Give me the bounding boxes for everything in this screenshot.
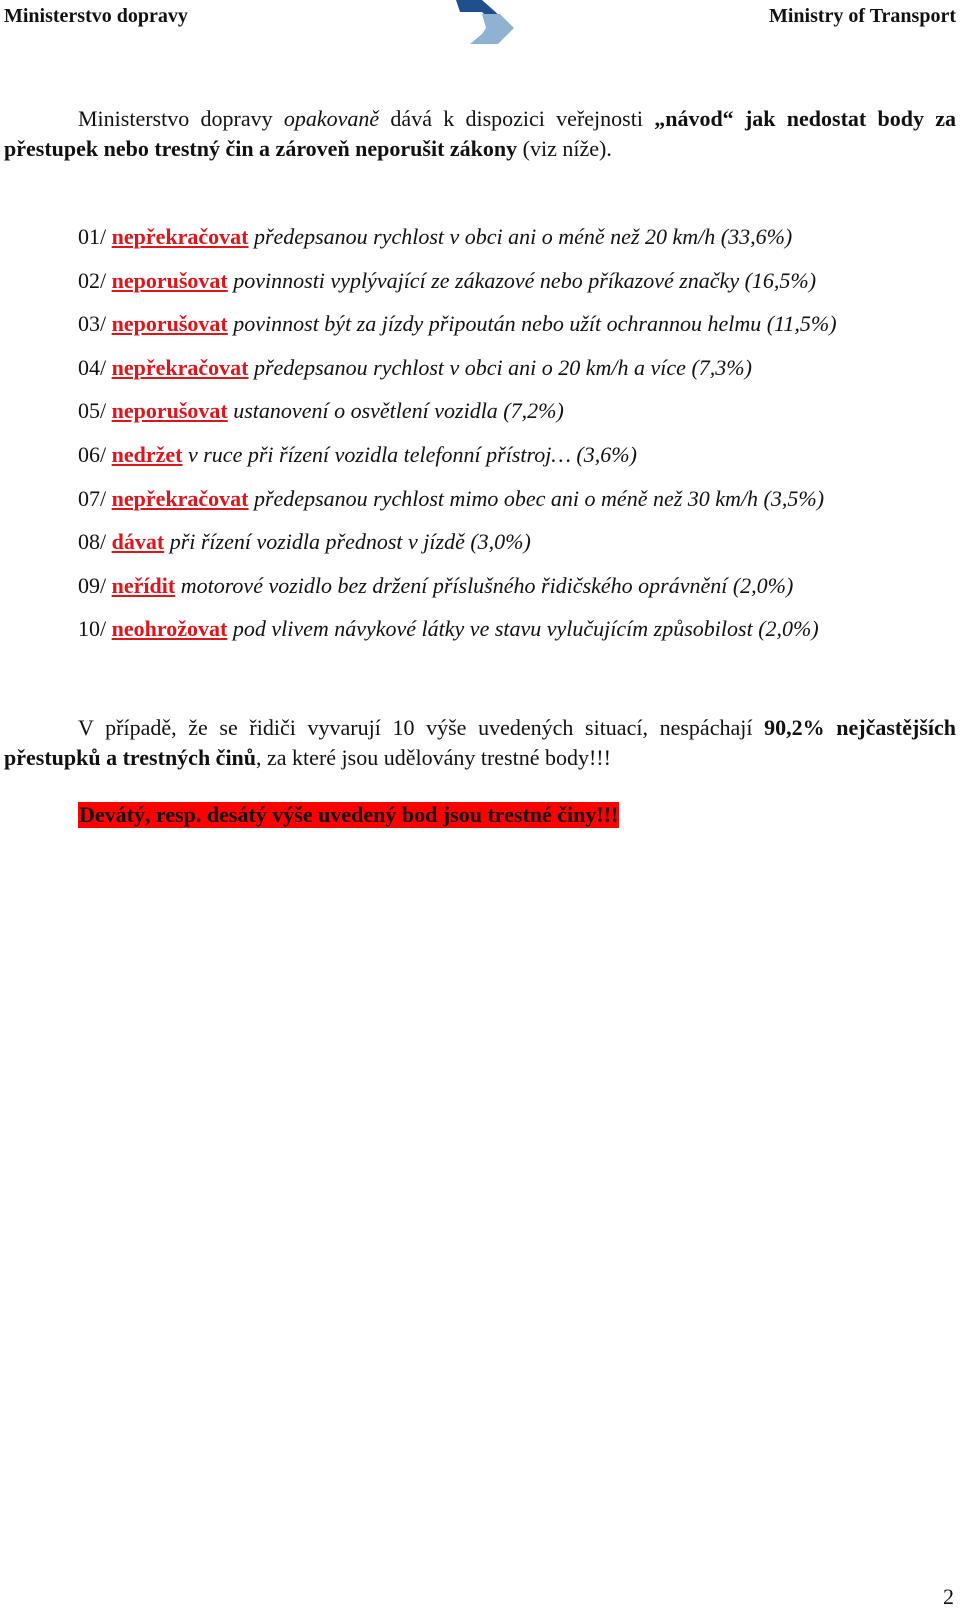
item-description: předepsanou rychlost mimo obec ani o méně než 30 km/h (3,5%) (248, 485, 825, 511)
item-verb: neporušovat (111, 311, 228, 337)
item-description: předepsanou rychlost v obci ani o méně než 20 km/h (33,6%) (248, 224, 793, 249)
page-header (0, 0, 960, 46)
summary-text-1: V případě, že se řidiči vyvarují 10 výše uvedených situací, nespáchají (78, 715, 765, 740)
item-description: povinnosti vyplývající ze zákazové nebo příkazové značky (16,5%) (227, 267, 817, 293)
item-description: při řízení vozidla přednost v jízdě (3,0%) (164, 529, 531, 555)
list-item (78, 484, 948, 528)
intro-text-2: dává k dispozici veřejnosti (379, 106, 655, 131)
item-verb: neporušovat (111, 267, 228, 293)
item-verb: neohrožovat (111, 616, 228, 642)
list-item (78, 266, 948, 310)
criminal-offense-warning: Devátý, resp. desátý výše uvedený bod jsou trestné činy!!! (79, 802, 619, 827)
item-verb: neporušovat (111, 398, 228, 424)
header-right-title: Ministry of Transport (768, 5, 956, 27)
item-verb: nedržet (111, 441, 183, 467)
item-description: předepsanou rychlost v obci ani o 20 km/h a více (7,3%) (248, 354, 752, 380)
intro-text-3: (viz níže). (517, 136, 612, 161)
item-description: pod vlivem návykové látky ve stavu vylučujícím způsobilost (2,0%) (227, 616, 819, 642)
header-left-title: Ministerstvo dopravy (4, 5, 188, 27)
item-number: 01/ (78, 224, 112, 249)
item-number: 06/ (78, 441, 112, 467)
list-item (78, 222, 948, 266)
summary-paragraph (4, 713, 956, 773)
item-description: motorové vozidlo bez držení příslušného řidičského oprávnění (2,0%) (175, 572, 794, 598)
summary-text-2: , za které jsou udělovány trestné body!!! (256, 745, 611, 770)
item-verb: nepřekračovat (111, 354, 249, 380)
item-verb: nepřekračovat (111, 224, 249, 249)
list-item (78, 396, 948, 440)
list-item (78, 571, 948, 615)
item-verb: dávat (111, 529, 165, 555)
offense-list (78, 222, 948, 658)
summary-text-bold: 90,2% nejčastějších přestupků a trestných činů (4, 715, 957, 770)
list-item (78, 614, 948, 658)
item-verb: neřídit (111, 572, 176, 598)
intro-text-bold: „návod“ jak nedostat body za přestupek nebo trestný čin a zároveň neporušit zákony (4, 106, 956, 161)
item-description: povinnost být za jízdy připoután nebo užít ochrannou helmu (11,5%) (227, 311, 837, 337)
item-number: 09/ (78, 572, 112, 598)
item-number: 07/ (78, 485, 112, 511)
item-description: v ruce při řízení vozidla telefonní přístroj… (3,6%) (182, 441, 637, 467)
item-description: ustanovení o osvětlení vozidla (7,2%) (227, 398, 564, 424)
item-number: 03/ (78, 311, 112, 337)
item-number: 05/ (78, 398, 112, 424)
page-number: 2 (943, 1584, 954, 1609)
list-item (78, 527, 948, 571)
item-number: 02/ (78, 267, 112, 293)
list-item (78, 440, 948, 484)
intro-paragraph (4, 104, 956, 164)
item-number: 08/ (78, 529, 112, 555)
ministry-chevron-logo-icon (456, 0, 516, 44)
item-verb: nepřekračovat (111, 485, 249, 511)
list-item (78, 309, 948, 353)
list-item (78, 353, 948, 397)
intro-text-emphasis: opakovaně (283, 106, 380, 131)
intro-text-1: Ministerstvo dopravy (78, 106, 284, 131)
item-number: 10/ (78, 616, 112, 642)
item-number: 04/ (78, 354, 112, 380)
